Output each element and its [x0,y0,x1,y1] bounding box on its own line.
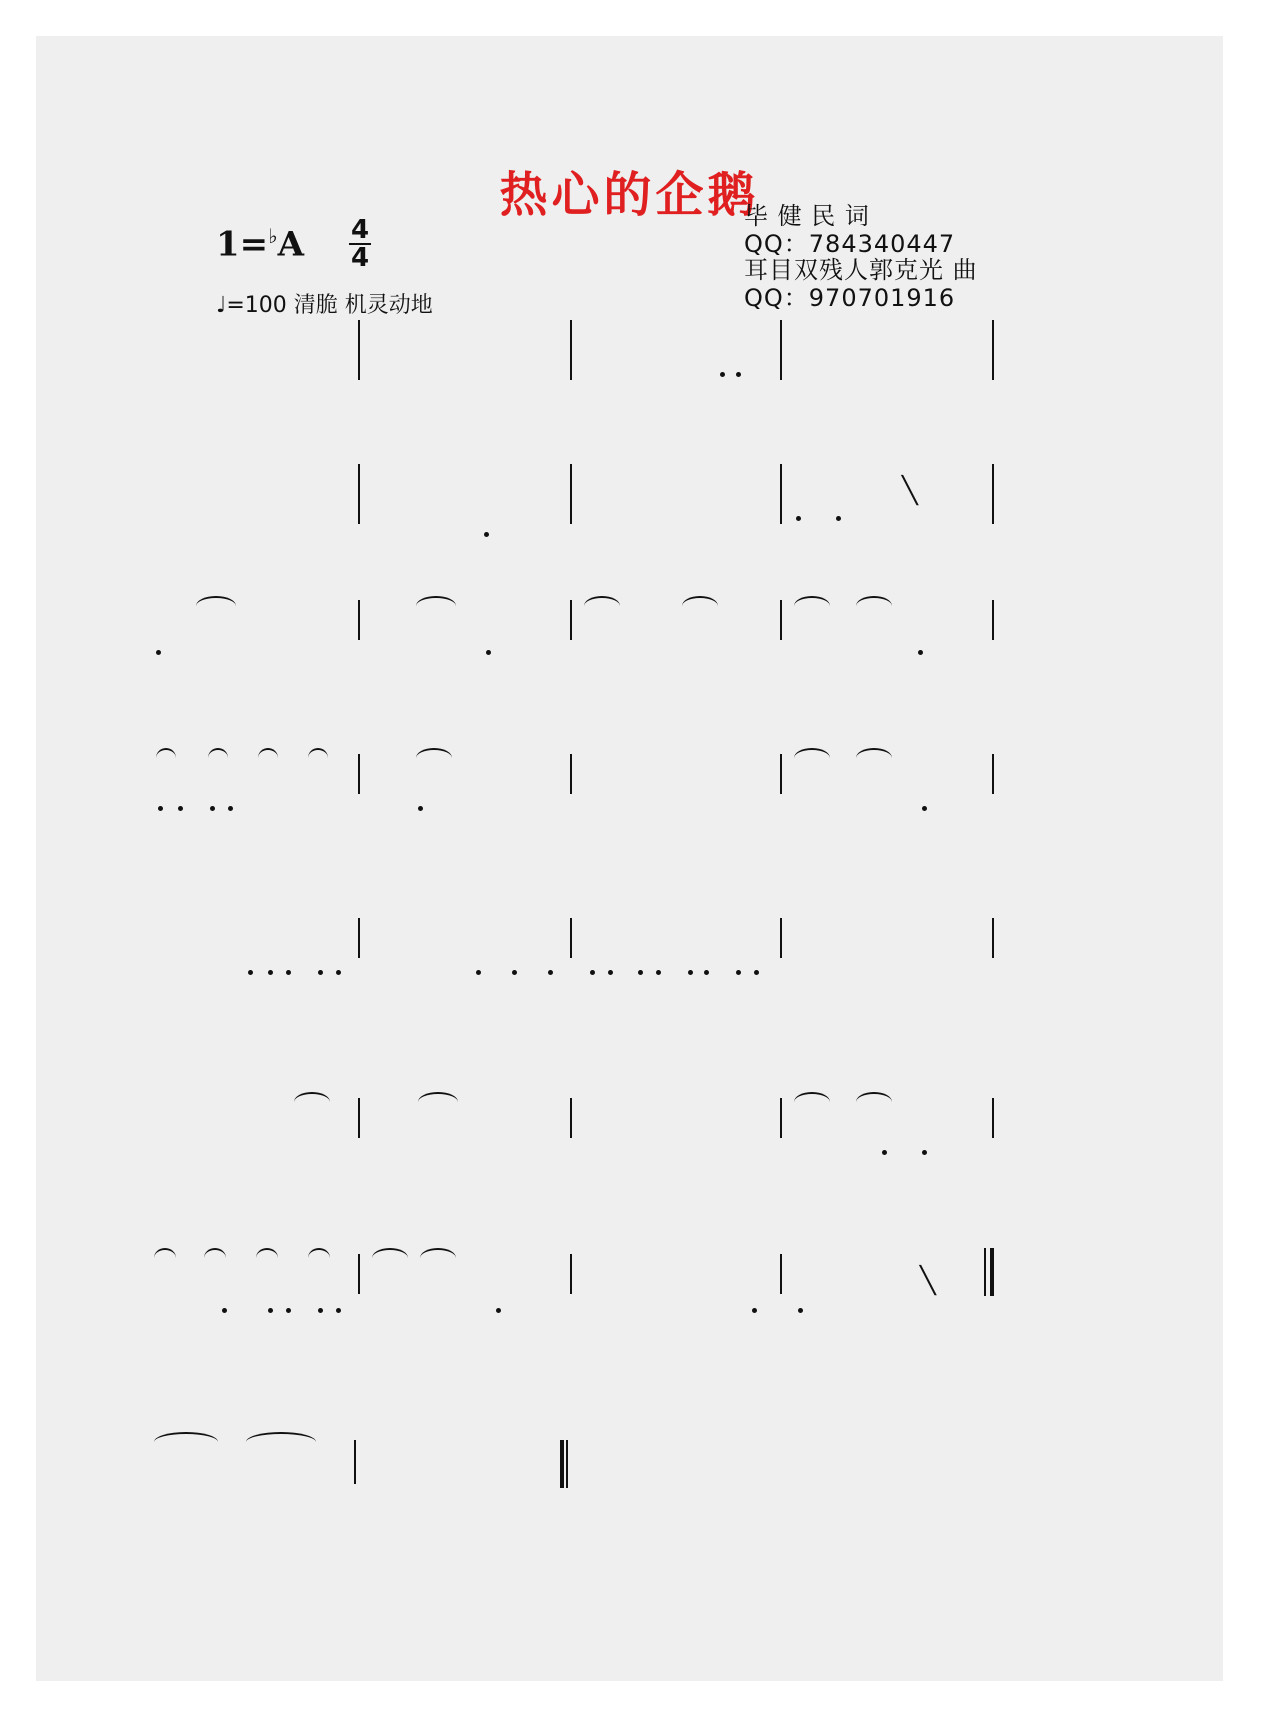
bar-line [570,1254,572,1294]
bar-line [992,1098,994,1138]
glissando-mark: ╲ [920,1266,936,1296]
bar-line [358,320,360,380]
slur [584,596,620,606]
slur [154,1248,176,1258]
bar-line [780,600,782,640]
time-signature-bottom: 4 [350,243,370,273]
bar-line [780,918,782,958]
octave-dot [222,1308,227,1313]
octave-dot [496,1308,501,1313]
octave-dot [656,970,661,975]
composer: 耳目双残人郭克光 曲 [744,256,978,284]
octave-dot [548,970,553,975]
octave-dot [922,1150,927,1155]
time-signature [349,217,371,271]
octave-dot [156,650,161,655]
octave-dot [158,806,163,811]
slur [794,1092,830,1102]
bar-line [984,1248,986,1296]
octave-dot [318,1308,323,1313]
bar-line [354,1440,356,1484]
bar-line [992,600,994,640]
octave-dot [286,970,291,975]
slur [794,596,830,606]
bar-line [560,1440,564,1488]
bar-line [780,1098,782,1138]
slur [154,1432,218,1442]
octave-dot [798,1308,803,1313]
slur [372,1248,408,1258]
key-signature: 1=♭A [216,224,304,265]
time-signature-top: 4 [350,215,370,245]
octave-dot [638,970,643,975]
octave-dot [704,970,709,975]
bar-line [570,918,572,958]
octave-dot [484,532,489,537]
bar-line [992,754,994,794]
octave-dot [336,1308,341,1313]
slur [294,1092,330,1102]
octave-dot [228,806,233,811]
bar-line [780,754,782,794]
octave-dot [736,372,741,377]
bar-line [992,464,994,524]
octave-dot [486,650,491,655]
octave-dot [882,1150,887,1155]
slur [308,748,328,758]
bar-line [358,600,360,640]
bar-line [358,464,360,524]
slur [420,1248,456,1258]
slur [156,748,176,758]
octave-dot [248,970,253,975]
bar-line [358,918,360,958]
glissando-mark: ╲ [902,476,918,506]
octave-dot [688,970,693,975]
bar-line [570,464,572,524]
bar-line [992,320,994,380]
slur [258,748,278,758]
bar-line [358,754,360,794]
octave-dot [418,806,423,811]
slur [416,596,456,606]
slur [196,596,236,606]
octave-dot [836,516,841,521]
octave-dot [336,970,341,975]
octave-dot [512,970,517,975]
octave-dot [608,970,613,975]
octave-dot [918,650,923,655]
bar-line [570,1098,572,1138]
octave-dot [590,970,595,975]
bar-line [570,600,572,640]
octave-dot [318,970,323,975]
octave-dot [476,970,481,975]
slur [856,596,892,606]
slur [418,1092,458,1102]
bar-line [780,1254,782,1294]
bar-line [570,754,572,794]
bar-line [780,464,782,524]
slur [682,596,718,606]
slur [208,748,228,758]
octave-dot [268,970,273,975]
octave-dot [752,1308,757,1313]
song-title: 热心的企鹅 [499,167,760,223]
octave-dot [286,1308,291,1313]
sheet-page [36,36,1223,1681]
slur [256,1248,278,1258]
bar-line [358,1098,360,1138]
slur [308,1248,330,1258]
octave-dot [922,806,927,811]
slur [246,1432,316,1442]
bar-line [990,1248,994,1296]
composer-qq: QQ：970701916 [744,284,956,312]
octave-dot [796,516,801,521]
bar-line [566,1440,568,1488]
octave-dot [178,806,183,811]
lyricist: 毕 健 民 词 [744,202,870,230]
octave-dot [754,970,759,975]
octave-dot [720,372,725,377]
slur [856,1092,892,1102]
slur [416,748,452,758]
tempo-marking: ♩=100 清脆 机灵动地 [216,293,433,318]
bar-line [570,320,572,380]
bar-line [358,1254,360,1294]
lyricist-qq: QQ：784340447 [744,230,956,258]
octave-dot [268,1308,273,1313]
slur [204,1248,226,1258]
bar-line [780,320,782,380]
octave-dot [210,806,215,811]
octave-dot [736,970,741,975]
slur [856,748,892,758]
bar-line [992,918,994,958]
slur [794,748,830,758]
